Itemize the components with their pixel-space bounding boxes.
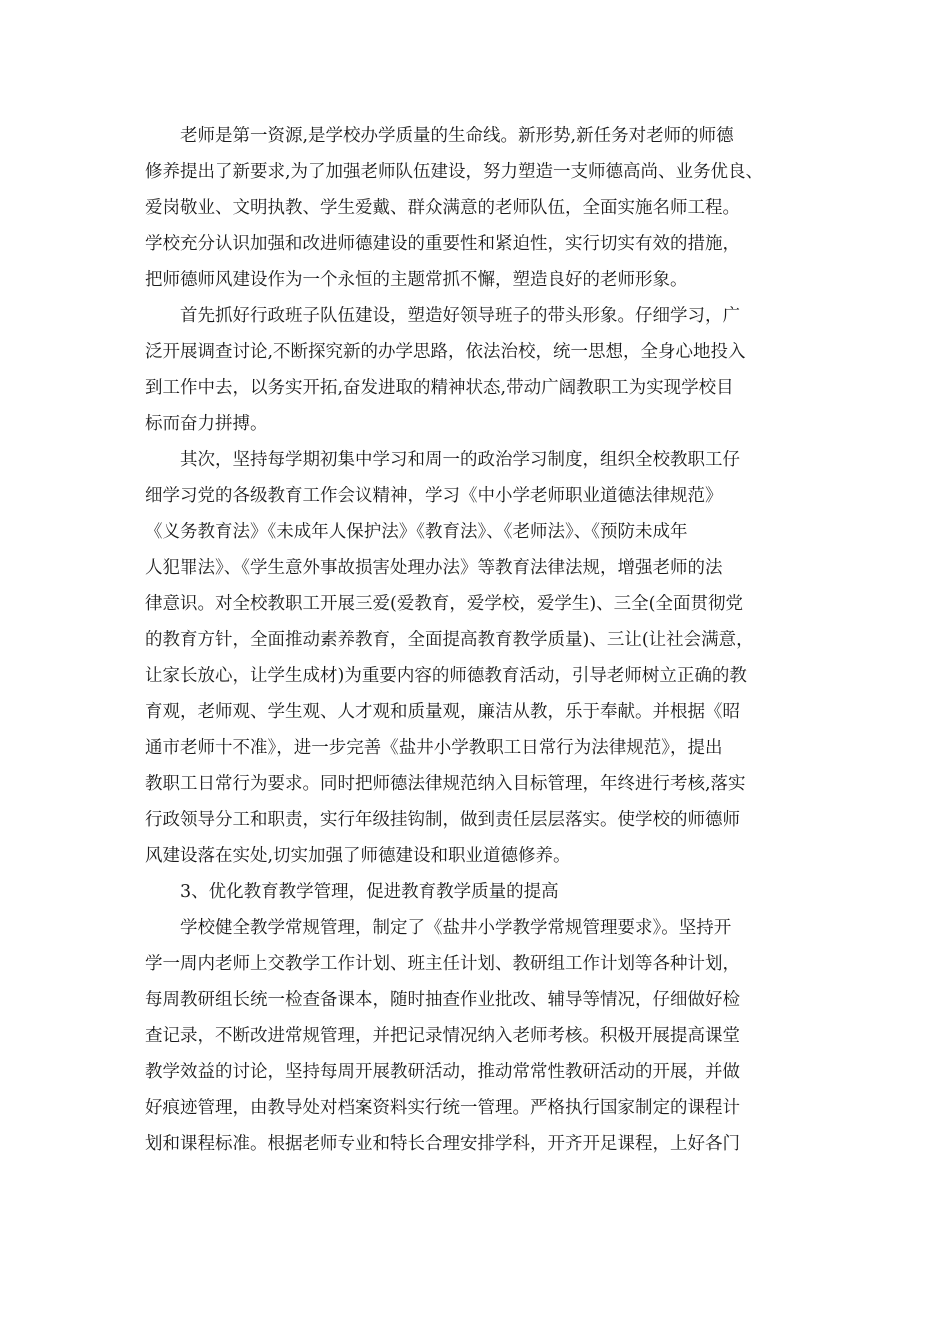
text-line: 学校健全教学常规管理，制定了《盐井小学教学常规管理要求》。坚持开 [180, 918, 732, 938]
text-line: 老师是第一资源,是学校办学质量的生命线。新形势,新任务对老师的师德 [180, 126, 734, 146]
document-body [145, 118, 825, 1162]
text-line: 学一周内老师上交教学工作计划、班主任计划、教研组工作计划等各种计划， [145, 954, 740, 974]
text-line: 行政领导分工和职责，实行年级挂钩制，做到责任层层落实。使学校的师德师 [145, 810, 740, 830]
text-line: 律意识。对全校教职工开展三爱(爱教育，爱学校，爱学生)、三全(全面贯彻党 [145, 594, 743, 614]
text-line: 育观，老师观、学生观、人才观和质量观，廉洁从教，乐于奉献。并根据《昭 [145, 702, 740, 722]
text-line: 首先抓好行政班子队伍建设，塑造好领导班子的带头形象。仔细学习，广 [180, 306, 740, 326]
text-line: 每周教研组长统一检查备课本，随时抽查作业批改、辅导等情况，仔细做好检 [145, 990, 740, 1010]
text-line: 学校充分认识加强和改进师德建设的重要性和紧迫性，实行切实有效的措施， [145, 234, 740, 254]
text-line: 风建设落在实处,切实加强了师德建设和职业道德修养。 [145, 846, 571, 866]
text-line: 泛开展调查讨论,不断探究新的办学思路，依法治校，统一思想，全身心地投入 [145, 342, 746, 362]
text-line: 教职工日常行为要求。同时把师德法律规范纳入目标管理，年终进行考核,落实 [145, 774, 746, 794]
text-line: 查记录，不断改进常规管理，并把记录情况纳入老师考核。积极开展提高课堂 [145, 1026, 740, 1046]
text-line: 把师德师风建设作为一个永恒的主题常抓不懈，塑造良好的老师形象。 [145, 270, 688, 290]
text-line: 3、优化教育教学管理，促进教育教学质量的提高 [180, 882, 559, 902]
text-line: 修养提出了新要求,为了加强老师队伍建设，努力塑造一支师德高尚、业务优良、 [145, 162, 764, 182]
text-line: 标而奋力拼搏。 [145, 414, 268, 434]
text-line: 通市老师十不准》，进一步完善《盐井小学教职工日常行为法律规范》，提出 [145, 738, 723, 758]
text-line: 的教育方针，全面推动素养教育，全面提高教育教学质量)、三让(让社会满意， [145, 630, 754, 650]
text-line: 爱岗敬业、文明执教、学生爱戴、群众满意的老师队伍，全面实施名师工程。 [145, 198, 740, 218]
text-line: 人犯罪法》、《学生意外事故损害处理办法》等教育法律法规，增强老师的法 [145, 558, 723, 578]
text-line: 好痕迹管理，由教导处对档案资料实行统一管理。严格执行国家制定的课程计 [145, 1098, 740, 1118]
text-line: 划和课程标准。根据老师专业和特长合理安排学科，开齐开足课程，上好各门 [145, 1134, 740, 1154]
text-line: 教学效益的讨论，坚持每周开展教研活动，推动常常性教研活动的开展，并做 [145, 1062, 740, 1082]
text-line: 《义务教育法》《未成年人保护法》《教育法》、《老师法》、《预防未成年 [145, 522, 688, 542]
text-line: 让家长放心，让学生成材)为重要内容的师德教育活动，引导老师树立正确的教 [145, 666, 747, 686]
text-line: 其次，坚持每学期初集中学习和周一的政治学习制度，组织全校教职工仔 [180, 450, 740, 470]
text-line: 到工作中去，以务实开拓,奋发进取的精神状态,带动广阔教职工为实现学校目 [145, 378, 734, 398]
text-line: 细学习党的各级教育工作会议精神，学习《中小学老师职业道德法律规范》 [145, 486, 723, 506]
